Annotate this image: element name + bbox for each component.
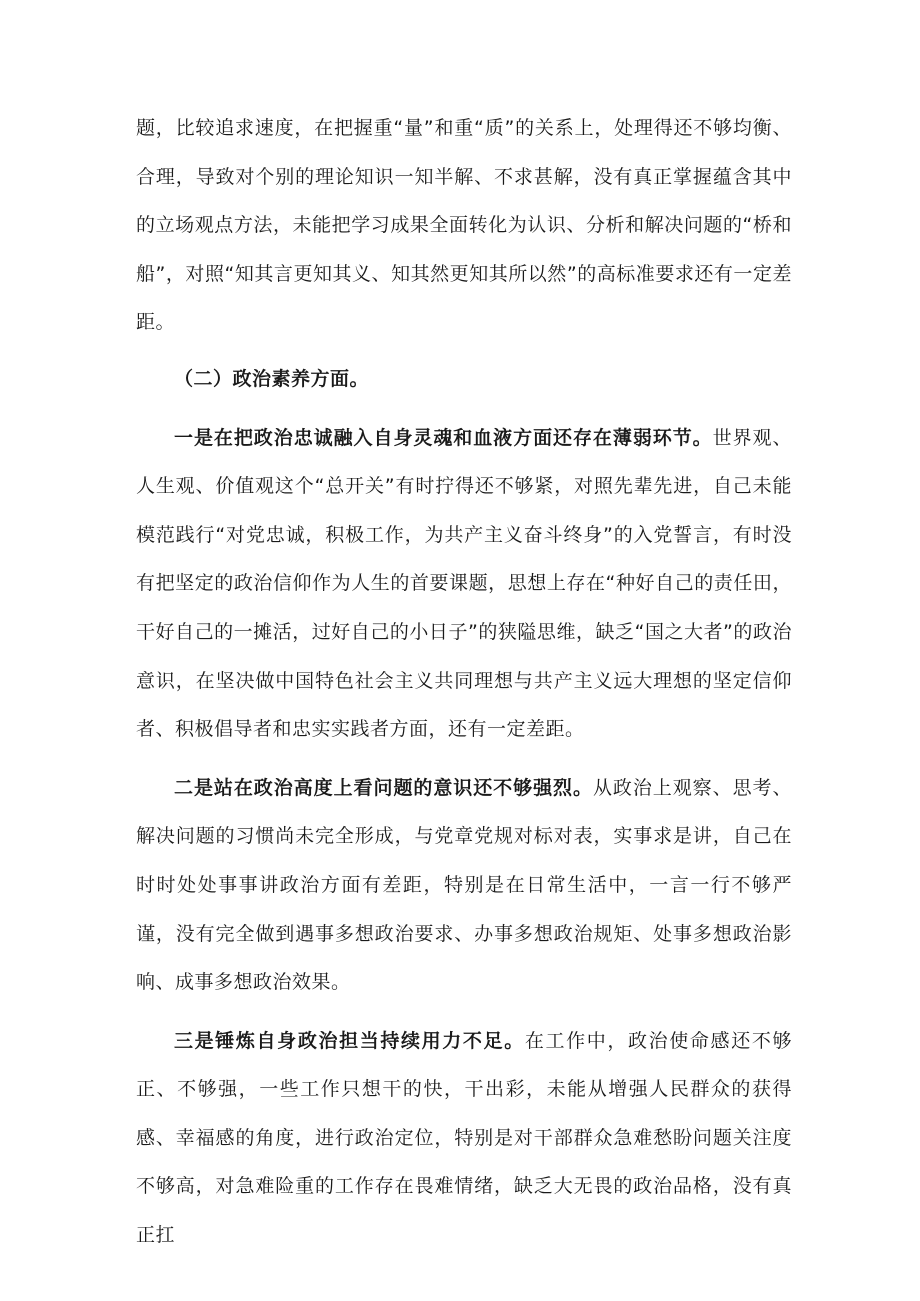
paragraph-political-responsibility	[136, 1017, 792, 1260]
section-heading: （二）政治素养方面。	[174, 367, 370, 390]
paragraph-political-loyalty	[136, 414, 792, 754]
paragraph-text: 世界观、人生观、价值观这个“总开关”有时拧得还不够紧，对照先辈先进，自己未能模范践行“对党忠诚，积极工作，为共产主义奋斗终身”的入党誓言，有时没有把坚定的政治信仰作为人生的首要课题，思想上存在“种好自己的责任田，干好自己的一摊活，过好自己的小日子”的狭隘思维，缺乏“国之大者”的政治意识，在坚决做中国特色社会主义共同理想与共产主义远大理想的坚定信仰者、积极倡导者和忠实实践者方面，还有一定差距。	[136, 426, 792, 741]
paragraph-lead: 二是站在政治高度上看问题的意识还不够强烈。	[174, 776, 593, 799]
paragraph-continued	[136, 104, 792, 347]
paragraph-lead: 三是锤炼自身政治担当持续用力不足。	[174, 1029, 525, 1052]
paragraph-lead: 一是在把政治忠诚融入自身灵魂和血液方面还存在薄弱环节。	[174, 426, 713, 449]
document-body	[136, 104, 792, 1260]
paragraph-text: 在工作中，政治使命感还不够正、不够强，一些工作只想干的快，干出彩，未能从增强人民群众的获得感、幸福感的角度，进行政治定位，特别是对干部群众急难愁盼问题关注度不够高，对急难险重的工作存在畏难情绪，缺乏大无畏的政治品格，没有真正扛	[136, 1029, 792, 1247]
paragraph-text: 题，比较追求速度，在把握重“量”和重“质”的关系上，处理得还不够均衡、合理，导致对个别的理论知识一知半解、不求甚解，没有真正掌握蕴含其中的立场观点方法，未能把学习成果全面转化为认识、分析和解决问题的“桥和船”，对照“知其言更知其义、知其然更知其所以然”的高标准要求还有一定差距。	[136, 117, 792, 334]
paragraph-political-awareness	[136, 764, 792, 1007]
paragraph-text: 从政治上观察、思考、解决问题的习惯尚未完全形成，与党章党规对标对表，实事求是讲，自己在时时处处事事讲政治方面有差距，特别是在日常生活中，一言一行不够严谨，没有完全做到遇事多想政治要求、办事多想政治规矩、处事多想政治影响、成事多想政治效果。	[136, 776, 792, 994]
